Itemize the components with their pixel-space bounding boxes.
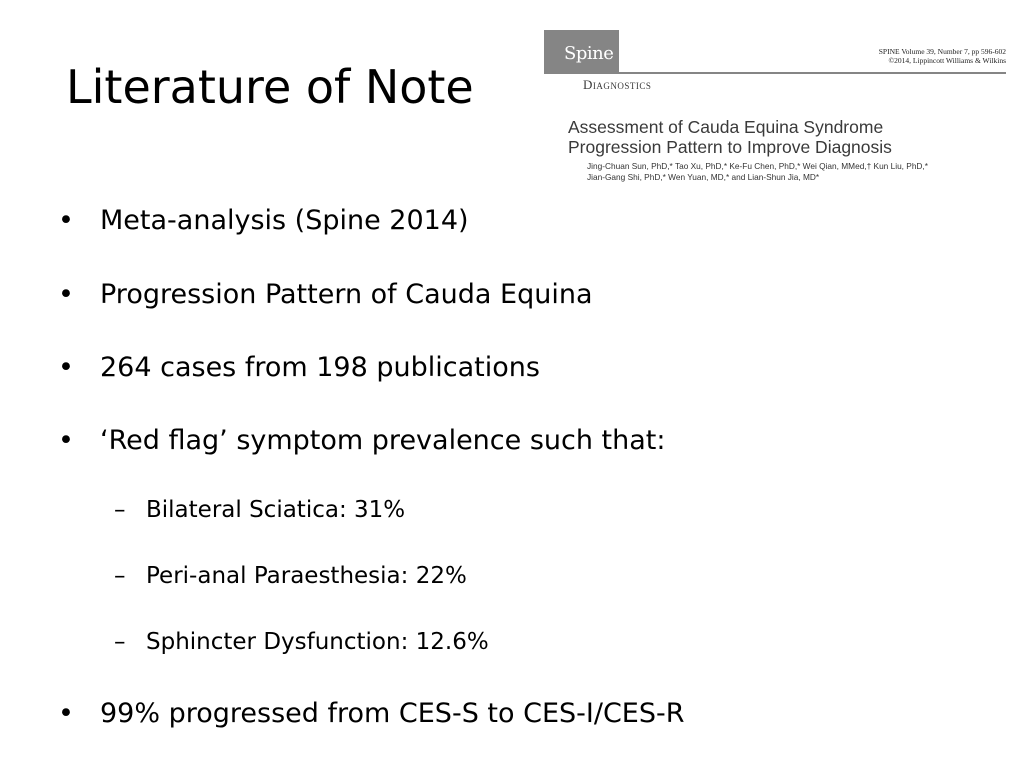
journal-section-label: Diagnostics: [583, 77, 652, 92]
article-title-line-1: Assessment of Cauda Equina Syndrome: [568, 117, 884, 137]
article-title-line-2: Progression Pattern to Improve Diagnosis: [568, 136, 892, 157]
sub-bullet-marker: –: [114, 629, 126, 655]
bullet-marker: •: [58, 425, 74, 456]
bullet-item: [58, 698, 685, 730]
authors-line-2: Jian-Gang Shi, PhD,* Wen Yuan, MD,* and Lian-Shun Jia, MD*: [587, 171, 820, 182]
journal-header-rule: [544, 72, 1006, 74]
sub-bullet-text: Peri-anal Paraesthesia: 22%: [146, 563, 467, 589]
journal-article-title: [568, 118, 988, 157]
bullet-text: Meta-analysis (Spine 2014): [100, 205, 469, 236]
journal-excerpt-image: [544, 30, 1006, 192]
bullet-text: Progression Pattern of Cauda Equina: [100, 279, 593, 310]
bullet-marker: •: [58, 279, 74, 310]
journal-citation-line-2: ©2014, Lippincott Williams & Wilkins: [888, 56, 1006, 65]
bullet-text: ‘Red flag’ symptom prevalence such that:: [100, 425, 666, 456]
bullet-text: 99% progressed from CES-S to CES-I/CES-R: [100, 698, 685, 729]
sub-bullet-text: Sphincter Dysfunction: 12.6%: [146, 629, 489, 655]
sub-bullet-item: [114, 562, 467, 590]
sub-bullet-text: Bilateral Sciatica: 31%: [146, 497, 406, 523]
journal-authors: [587, 161, 997, 182]
authors-line-1: Jing-Chuan Sun, PhD,* Tao Xu, PhD,* Ke-Fu Chen, PhD,* Wei Qian, MMed,† Kun Liu, PhD,*: [587, 161, 928, 171]
bullet-marker: •: [58, 698, 74, 729]
journal-citation-line-1: SPINE Volume 39, Number 7, pp 596-602: [878, 47, 1006, 56]
bullet-item: [58, 205, 469, 237]
sub-bullet-marker: –: [114, 497, 126, 523]
bullet-marker: •: [58, 205, 74, 236]
bullet-text: 264 cases from 198 publications: [100, 352, 540, 383]
sub-bullet-item: [114, 628, 489, 656]
sub-bullet-marker: –: [114, 563, 126, 589]
bullet-item: [58, 352, 540, 384]
spine-logo: [544, 30, 619, 72]
bullet-item: [58, 279, 593, 311]
bullet-item: [58, 425, 666, 457]
bullet-marker: •: [58, 352, 74, 383]
spine-logo-text: Spine: [564, 43, 614, 64]
slide-title: Literature of Note: [66, 60, 474, 114]
journal-citation: [879, 47, 1006, 65]
sub-bullet-item: [114, 496, 406, 524]
